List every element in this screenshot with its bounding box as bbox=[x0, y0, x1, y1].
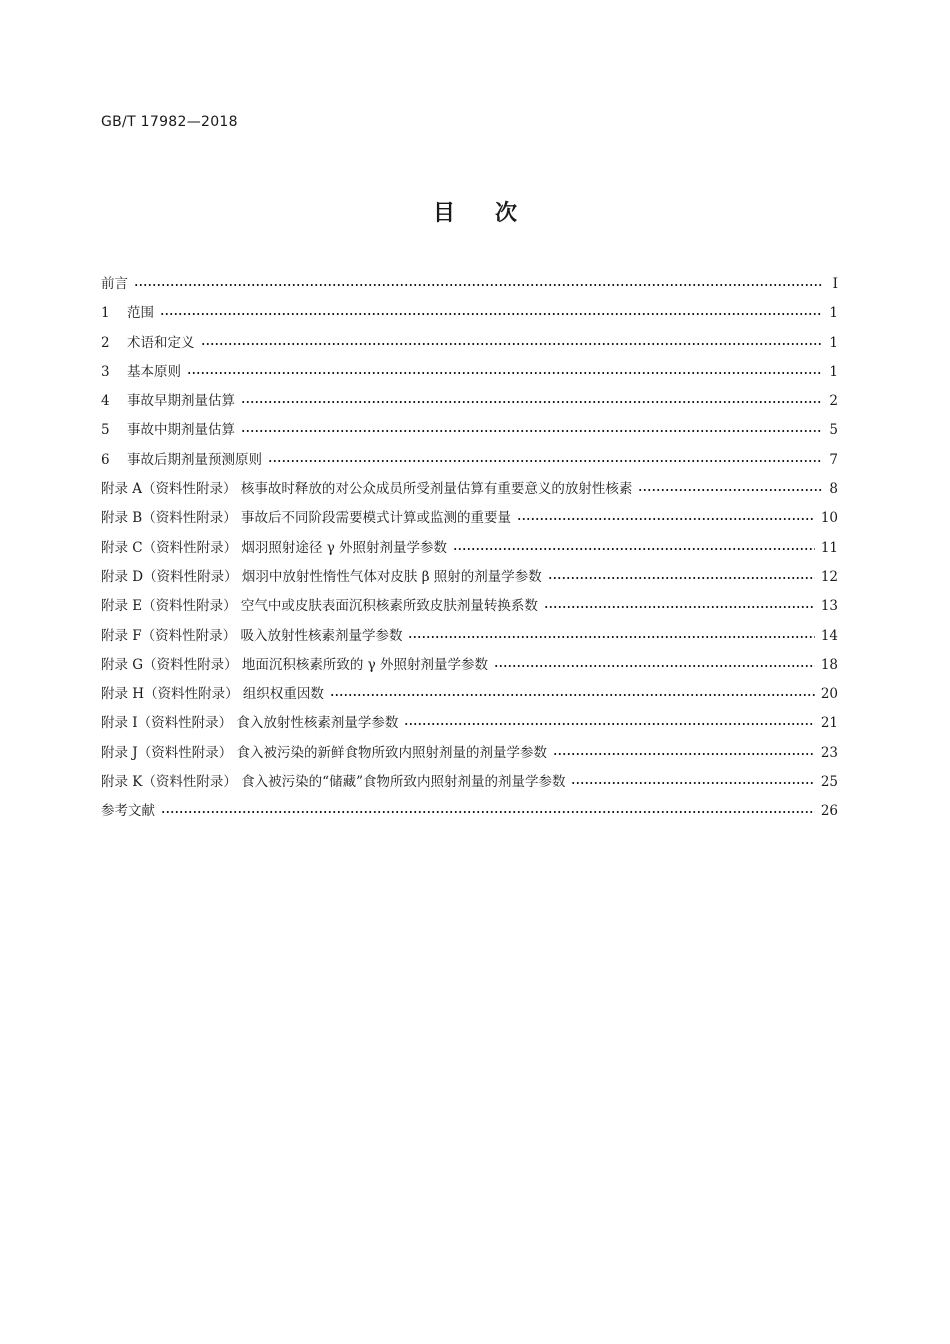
toc-entry-page: 8 bbox=[829, 481, 838, 498]
toc-entry[interactable] bbox=[101, 800, 838, 829]
toc-entry-label: 附录 K（资料性附录） 食入被污染的“储藏”食物所致内照射剂量的剂量学参数 bbox=[101, 774, 566, 791]
toc-entry-page: 1 bbox=[829, 363, 838, 380]
toc-entry-label: 附录 E（资料性附录） 空气中或皮肤表面沉积核素所致皮肤剂量转换系数 bbox=[101, 598, 538, 615]
toc-entry-page: 11 bbox=[820, 539, 838, 556]
dot-leader bbox=[494, 656, 815, 670]
dot-leader bbox=[330, 685, 815, 699]
dot-leader bbox=[201, 334, 823, 348]
dot-leader bbox=[187, 363, 822, 377]
dot-leader bbox=[548, 568, 815, 582]
toc-entry[interactable] bbox=[101, 478, 838, 507]
toc-entry-label: 附录 C（资料性附录） 烟羽照射途径 γ 外照射剂量学参数 bbox=[101, 539, 448, 556]
dot-leader bbox=[134, 275, 822, 289]
toc-entry-label: 5 事故中期剂量估算 bbox=[101, 419, 241, 441]
toc-entry-label: 前言 bbox=[101, 276, 128, 292]
toc-entry-page: 23 bbox=[820, 744, 838, 761]
toc-entry-number: 5 bbox=[101, 422, 110, 439]
toc-entry-page: 14 bbox=[820, 627, 838, 644]
toc-entry-label: 参考文献 bbox=[101, 803, 155, 820]
toc-entry[interactable] bbox=[101, 449, 838, 478]
toc-entry[interactable] bbox=[101, 683, 838, 712]
toc-entry-label: 6 事故后期剂量预测原则 bbox=[101, 449, 268, 471]
toc-entry[interactable] bbox=[101, 419, 838, 448]
toc-entry-number: 3 bbox=[101, 363, 110, 380]
toc-entry[interactable] bbox=[101, 537, 838, 566]
toc-entry-label: 附录 J（资料性附录） 食入被污染的新鲜食物所致内照射剂量的剂量学参数 bbox=[101, 744, 547, 761]
toc-entry-page: 5 bbox=[829, 422, 838, 439]
toc-entry-label: 附录 H（资料性附录） 组织权重因数 bbox=[101, 686, 324, 703]
toc-entry[interactable] bbox=[101, 625, 838, 654]
toc-entry-label: 附录 G（资料性附录） 地面沉积核素所致的 γ 外照射剂量学参数 bbox=[101, 656, 489, 673]
toc-entry-label: 附录 I（资料性附录） 食入放射性核素剂量学参数 bbox=[101, 715, 399, 732]
toc-entry-page: 12 bbox=[820, 568, 838, 585]
dot-leader bbox=[553, 744, 815, 758]
toc-entry-label: 3 基本原则 bbox=[101, 361, 187, 383]
toc-entry-label: 附录 D（资料性附录） 烟羽中放射性惰性气体对皮肤 β 照射的剂量学参数 bbox=[101, 568, 542, 585]
toc-entry[interactable] bbox=[101, 273, 838, 302]
toc-entry-label: 附录 B（资料性附录） 事故后不同阶段需要模式计算或监测的重要量 bbox=[101, 510, 512, 527]
dot-leader bbox=[453, 539, 815, 553]
toc-entry-number: 1 bbox=[101, 305, 110, 322]
toc-entry[interactable] bbox=[101, 332, 838, 361]
toc-entry-number: 2 bbox=[101, 334, 110, 351]
toc-entry[interactable] bbox=[101, 507, 838, 536]
toc-entry-page: 26 bbox=[820, 803, 838, 820]
toc-entry-label: 2 术语和定义 bbox=[101, 332, 201, 354]
dot-leader bbox=[404, 714, 814, 728]
toc-entry-page: 18 bbox=[820, 656, 838, 673]
toc-entry[interactable] bbox=[101, 302, 838, 331]
table-of-contents bbox=[101, 273, 838, 830]
dot-leader bbox=[160, 304, 822, 318]
toc-entry-number: 4 bbox=[101, 393, 110, 410]
toc-entry[interactable] bbox=[101, 742, 838, 771]
toc-entry-page: 25 bbox=[820, 774, 838, 791]
toc-entry-page: 1 bbox=[829, 305, 838, 322]
toc-entry-label: 附录 A（资料性附录） 核事故时释放的对公众成员所受剂量估算有重要意义的放射性核素 bbox=[101, 481, 633, 498]
toc-entry-page: 20 bbox=[820, 686, 838, 703]
toc-entry-label: 1 范围 bbox=[101, 302, 160, 324]
dot-leader bbox=[544, 597, 815, 611]
dot-leader bbox=[161, 802, 815, 816]
toc-entry-page: 7 bbox=[829, 451, 838, 468]
dot-leader bbox=[571, 773, 814, 787]
toc-entry-label: 4 事故早期剂量估算 bbox=[101, 390, 241, 412]
toc-entry-page: 21 bbox=[820, 715, 838, 732]
dot-leader bbox=[241, 421, 822, 435]
toc-entry-page: 13 bbox=[820, 598, 838, 615]
toc-entry-label: 附录 F（资料性附录） 吸入放射性核素剂量学参数 bbox=[101, 627, 403, 644]
toc-entry[interactable] bbox=[101, 771, 838, 800]
dot-leader bbox=[241, 392, 822, 406]
toc-entry[interactable] bbox=[101, 566, 838, 595]
dot-leader bbox=[638, 480, 822, 494]
toc-entry-page: 1 bbox=[829, 334, 838, 351]
dot-leader bbox=[268, 451, 822, 465]
dot-leader bbox=[408, 627, 814, 641]
toc-entry-page: Ⅰ bbox=[832, 276, 838, 292]
toc-entry[interactable] bbox=[101, 654, 838, 683]
toc-entry[interactable] bbox=[101, 595, 838, 624]
toc-entry-number: 6 bbox=[101, 451, 110, 468]
toc-entry[interactable] bbox=[101, 390, 838, 419]
page-title: 目次 bbox=[432, 201, 557, 226]
standard-code: GB/T 17982—2018 bbox=[101, 114, 238, 130]
toc-entry-page: 10 bbox=[820, 510, 838, 527]
toc-entry[interactable] bbox=[101, 712, 838, 741]
toc-entry-page: 2 bbox=[829, 393, 838, 410]
toc-entry[interactable] bbox=[101, 361, 838, 390]
dot-leader bbox=[517, 509, 815, 523]
